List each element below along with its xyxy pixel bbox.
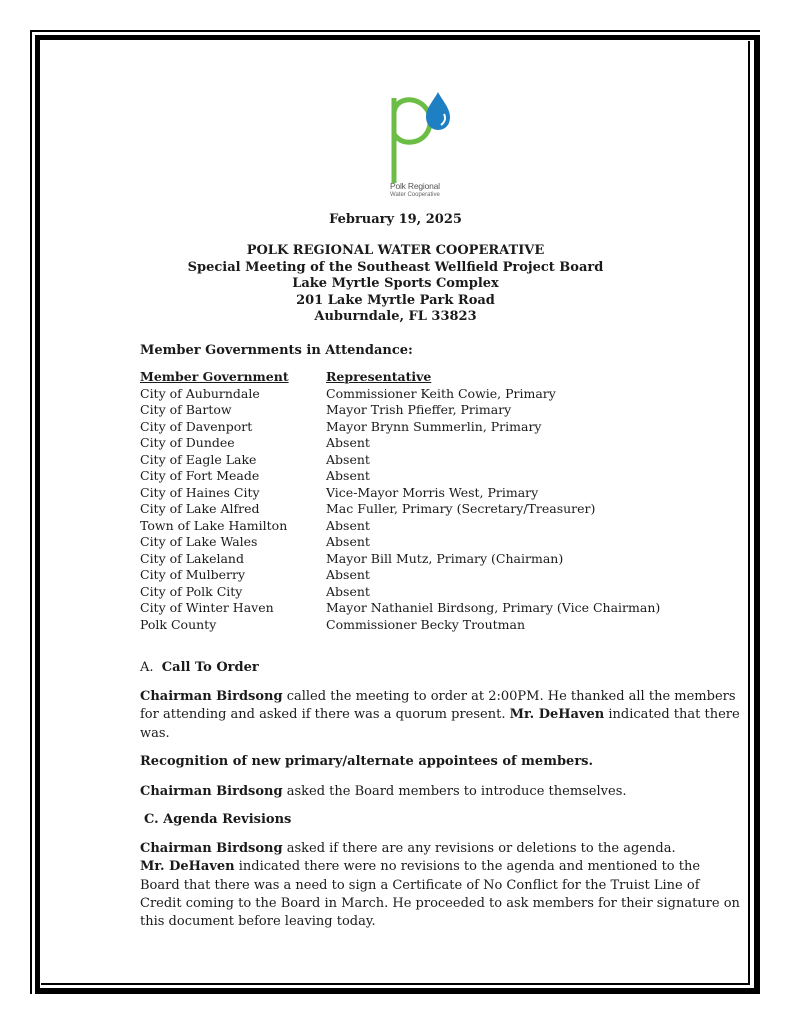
- table-row: [140, 452, 660, 469]
- paragraph-text: indicated that there was.: [140, 707, 740, 741]
- representative: Mayor Nathaniel Birdsong, Primary (Vice Chairman): [326, 600, 661, 615]
- paragraph-text: called the meeting to order at 2:00PM. He thanked all the members for attending and asked if there was a quorum present.: [140, 689, 736, 723]
- address: 201 Lake Myrtle Park Road: [296, 292, 495, 308]
- representative: Mayor Trish Pfieffer, Primary: [326, 402, 512, 417]
- logo-text-line2: Water Cooperative: [390, 192, 440, 198]
- table-row: [140, 402, 660, 419]
- paragraph-text: asked if there are any revisions or deletions to the agenda.: [282, 841, 676, 856]
- speaker-name: Chairman Birdsong: [140, 841, 283, 856]
- table-row: [140, 534, 660, 551]
- representative: Absent: [326, 534, 370, 549]
- member-government: Town of Lake Hamilton: [140, 517, 288, 533]
- table-row: [140, 567, 660, 584]
- call-to-order-paragraph: [140, 688, 740, 743]
- recognition-paragraph: [140, 783, 740, 801]
- attendance-table: [140, 369, 660, 633]
- water-drop-p-icon: [384, 88, 456, 183]
- table-row: [140, 419, 660, 436]
- representative: Absent: [326, 468, 370, 483]
- representative: Absent: [326, 583, 370, 599]
- recognition-heading: Recognition of new primary/alternate appointees of members.: [140, 754, 594, 769]
- meeting-header: [0, 243, 791, 326]
- representative: Absent: [326, 435, 370, 450]
- paragraph-text: indicated there were no revisions to the agenda and mentioned to the Board that there was a need to sign a Certificate of No Conflict for the Truist Line of Credit coming to the Board in March. He proceeded to ask members for their signature on this document before leaving today.: [140, 859, 740, 930]
- table-row: [140, 435, 660, 452]
- section-prefix: A.: [140, 660, 154, 675]
- table-row: [140, 518, 660, 535]
- org-name: POLK REGIONAL WATER COOPERATIVE: [246, 243, 545, 258]
- column-header: Member Government: [140, 369, 289, 384]
- paragraph-text: asked the Board members to introduce themselves.: [282, 784, 627, 799]
- meeting-title: Special Meeting of the Southeast Wellfield Project Board: [187, 259, 604, 275]
- city: Auburndale, FL 33823: [314, 309, 477, 324]
- section-c-heading: C. Agenda Revisions: [144, 812, 292, 827]
- speaker-name: Chairman Birdsong: [140, 784, 283, 799]
- logo-text-line1: Polk Regional: [390, 181, 440, 191]
- venue: Lake Myrtle Sports Complex: [292, 276, 499, 291]
- table-row: [140, 485, 660, 502]
- representative: Absent: [326, 517, 370, 533]
- representative: Commissioner Keith Cowie, Primary: [326, 385, 556, 401]
- representative: Mac Fuller, Primary (Secretary/Treasurer): [326, 501, 596, 516]
- member-government: City of Mulberry: [140, 567, 246, 582]
- member-government: City of Bartow: [140, 402, 232, 417]
- member-government: City of Davenport: [140, 418, 253, 434]
- member-government: City of Auburndale: [140, 385, 260, 401]
- section-a-heading: [140, 659, 740, 677]
- table-row: [140, 468, 660, 485]
- representative: Vice-Mayor Morris West, Primary: [326, 484, 539, 500]
- representative: Mayor Brynn Summerlin, Primary: [326, 418, 542, 434]
- representative: Absent: [326, 451, 370, 467]
- table-header: [140, 369, 660, 386]
- speaker-name: Mr. DeHaven: [140, 859, 235, 875]
- section-title: Call To Order: [161, 660, 259, 675]
- representative: Absent: [326, 567, 370, 582]
- attendance-title: Member Governments in Attendance:: [140, 343, 413, 358]
- member-government: City of Lake Wales: [140, 534, 258, 549]
- column-header: Representative: [326, 369, 432, 384]
- table-row: [140, 600, 660, 617]
- table-row: [140, 551, 660, 568]
- member-government: City of Haines City: [140, 484, 260, 500]
- table-row: [140, 617, 660, 634]
- representative: Mayor Bill Mutz, Primary (Chairman): [326, 550, 564, 566]
- representative: Commissioner Becky Troutman: [326, 616, 526, 632]
- member-government: City of Lakeland: [140, 550, 244, 566]
- member-government: Polk County: [140, 616, 217, 632]
- table-row: [140, 501, 660, 518]
- meeting-date: February 19, 2025: [329, 212, 462, 227]
- member-government: City of Fort Meade: [140, 468, 260, 483]
- table-row: [140, 584, 660, 601]
- member-government: City of Polk City: [140, 583, 243, 599]
- speaker-name: Chairman Birdsong: [140, 689, 283, 704]
- member-government: City of Eagle Lake: [140, 451, 257, 467]
- member-government: City of Lake Alfred: [140, 501, 260, 516]
- member-government: City of Winter Haven: [140, 600, 274, 615]
- speaker-name: Mr. DeHaven: [509, 707, 605, 723]
- member-government: City of Dundee: [140, 435, 235, 450]
- agenda-revisions-paragraph: [140, 840, 740, 931]
- table-row: [140, 386, 660, 403]
